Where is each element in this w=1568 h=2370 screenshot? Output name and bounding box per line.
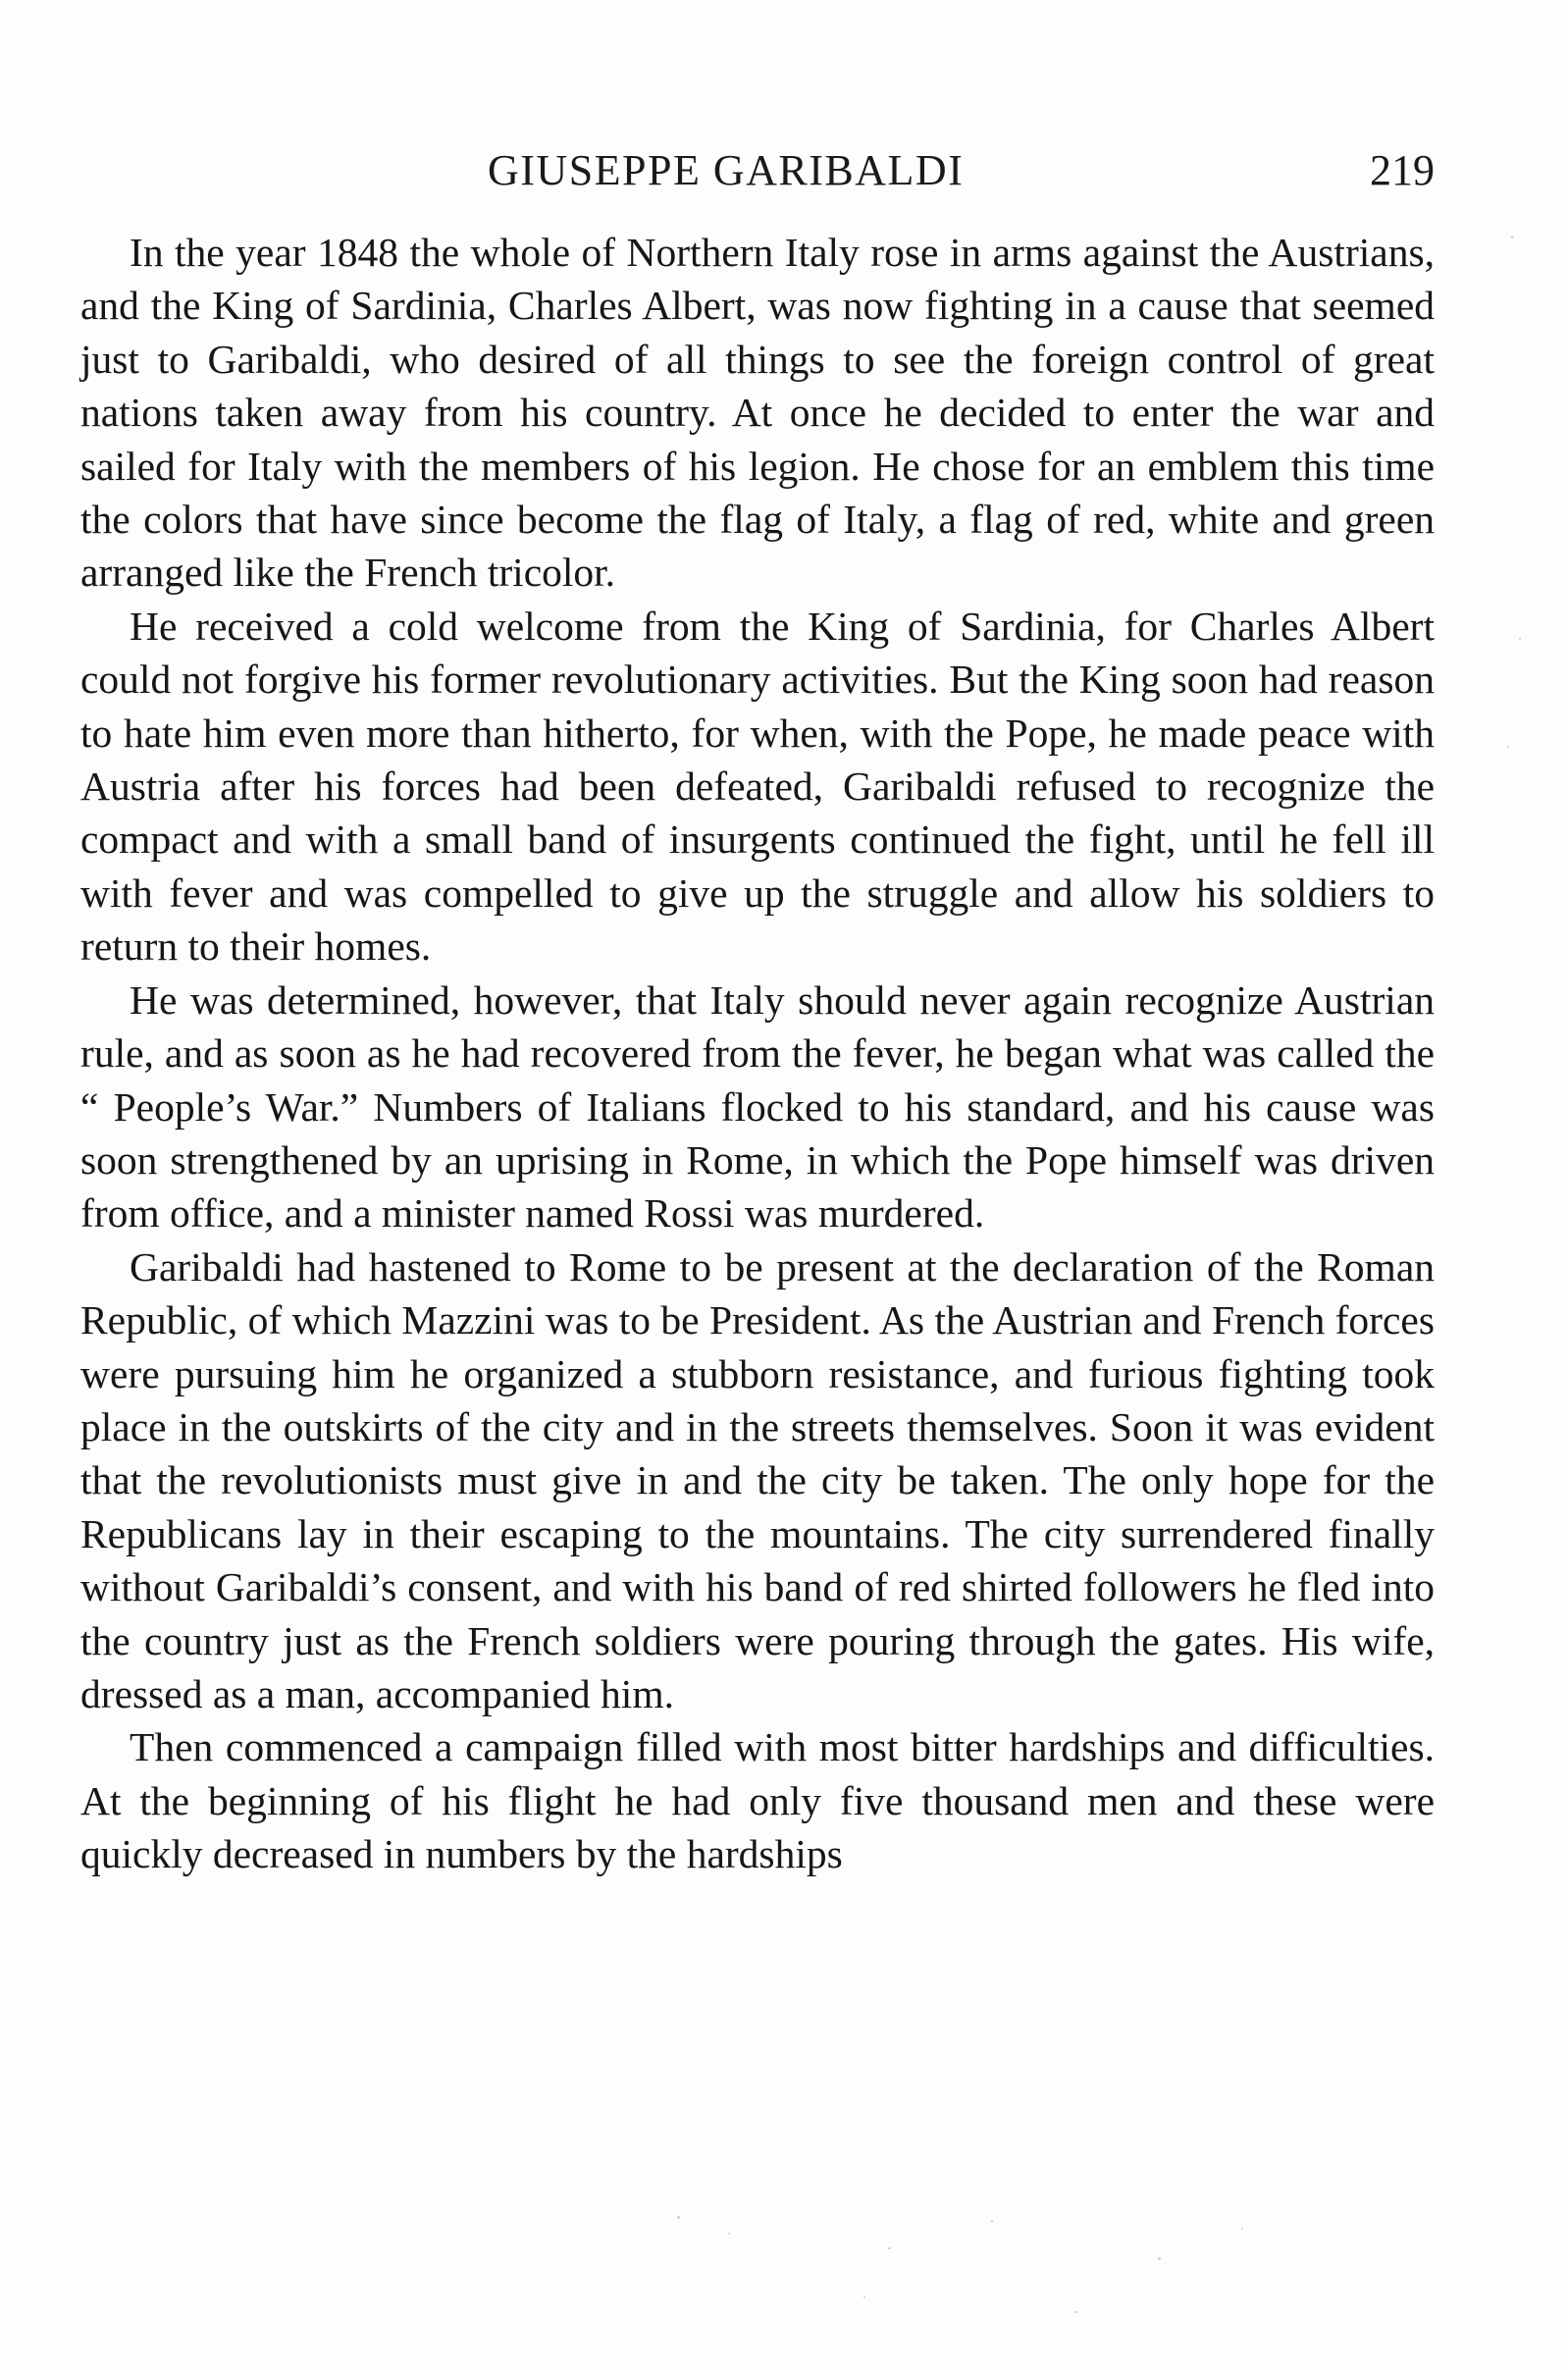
scan-speck xyxy=(1074,2311,1077,2313)
body-text xyxy=(80,226,1435,1881)
scan-speck xyxy=(991,2220,993,2223)
scan-speck xyxy=(728,2233,730,2235)
page-number: 219 xyxy=(1370,146,1435,194)
paragraph: He was determined, however, that Italy should never again recognize Austrian rule, and as soon as he had recovered from the fever, he began what was called the “ People’s War.” Numbers of Italians flocked to his standard, and his cause was soon strengthened by an uprising in Rome, in which the Pope himself was driven from office, and a minister named Rossi was murdered. xyxy=(80,976,1435,1237)
paragraph: Garibaldi had hastened to Rome to be present at the declaration of the Roman Republic, of which Mazzini was to be President. As the Austrian and French forces were pursuing him he organized a stubborn resistance, and furious fighting took place in the outskirts of the city and in the streets themselves. Soon it was evident that the revolutionists must give in and the city be taken. The only hope for the Republicans lay in their escaping to the mountains. The city surrendered finally without Garibaldi’s consent, and with his band of red shirted followers he fled into the country just as the French soldiers were pouring through the gates. His wife, dressed as a man, accompanied him. xyxy=(80,1243,1435,1716)
scan-speck xyxy=(1507,746,1509,748)
scan-speck xyxy=(863,2296,865,2298)
paragraph: Then commenced a campaign filled with most bitter hardships and difficulties. At the beginning of his flight he had only five thousand men and these were quickly decreased in numbers by the hardships xyxy=(80,1724,1435,1877)
scan-speck xyxy=(1511,236,1513,238)
scan-speck xyxy=(888,2247,891,2249)
scan-speck xyxy=(1241,2228,1243,2230)
scan-speck xyxy=(677,2216,680,2219)
scan-speck xyxy=(1519,638,1521,640)
paragraph: He received a cold welcome from the King of Sardinia, for Charles Albert could not forgive his former revolutionary activities. But the King soon had reason to hate him even more than hitherto, for when, with the Pope, he made peace with Austria after his forces had been defeated, Garibaldi refused to recognize the compact and with a small band of insurgents continued the fight, until he fell ill with fever and was compelled to give up the struggle and allow his soldiers to return to their homes. xyxy=(80,603,1435,970)
scan-speck xyxy=(1158,2257,1161,2260)
running-title: GIUSEPPE GARIBALDI xyxy=(488,146,965,194)
running-head xyxy=(80,145,1435,214)
paragraph: In the year 1848 the whole of Northern Italy rose in arms against the Austrians, and the King of Sardinia, Charles Albert, was now fighting in a cause that seemed just to Garibaldi, who desired of all things to see the foreign control of great nations taken away from his country. At once he decided to enter the war and sailed for Italy with the members of his legion. He chose for an emblem this time the colors that have since become the flag of Italy, a flag of red, white and green arranged like the French tricolor. xyxy=(80,230,1435,596)
